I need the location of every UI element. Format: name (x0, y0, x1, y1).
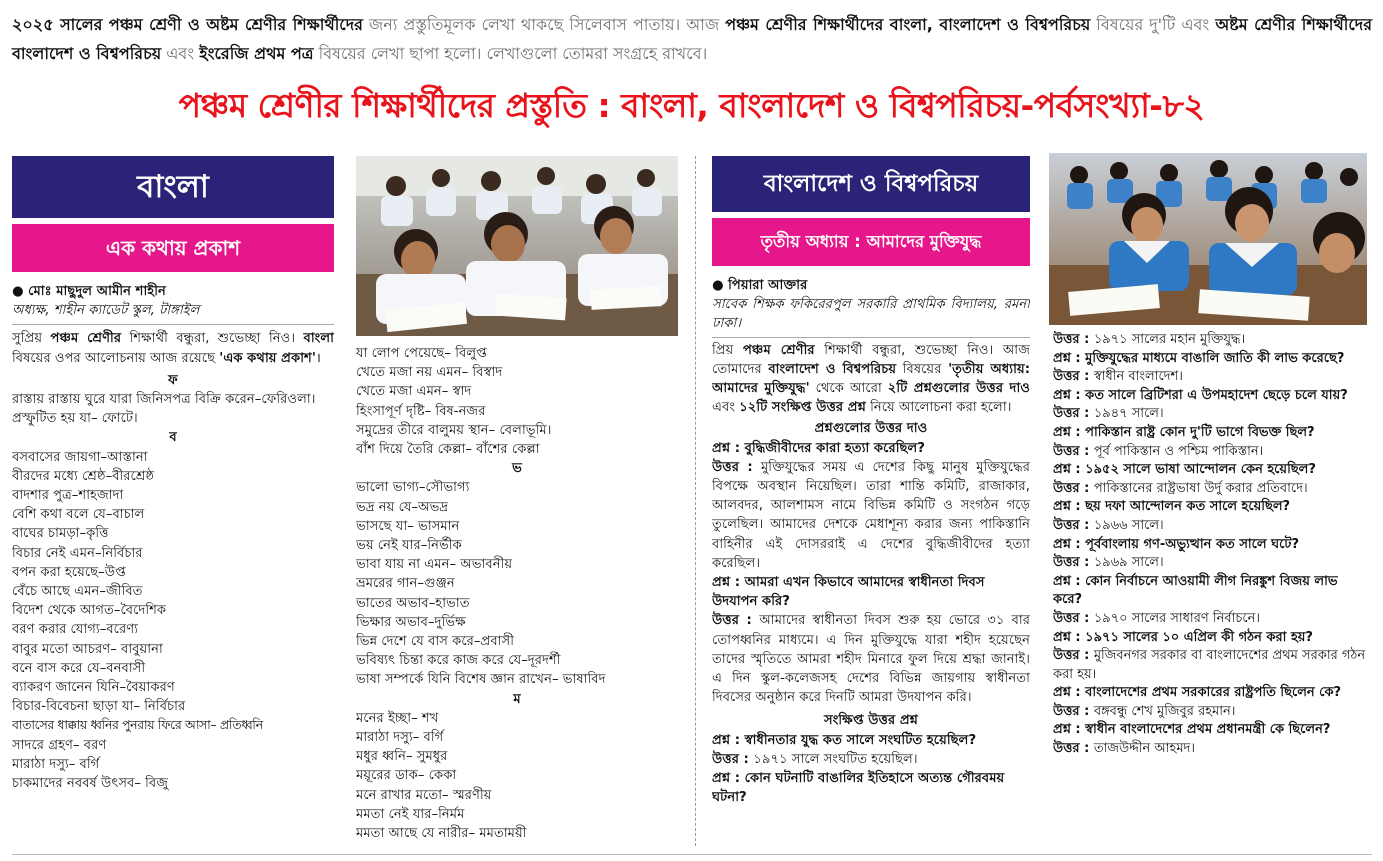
list-item: ভাষা সম্পর্কে যিনি বিশেষ জ্ঞান রাখেন– ভাষাবিদ (356, 672, 606, 688)
list-item: বিচার-বিবেচনা ছাড়া যা– নির্বিচার (12, 699, 186, 715)
answer-text: আমাদের স্বাধীনতা দিবস শুরু হয় ভোরে ৩১ বার তোপধ্বনির মাধ্যমে। এ দিন মুক্তিযুদ্ধে যারা শহীদ হয়েছেন তাদের স্মৃতিতে আমরা শহীদ মিনারে ফুল দিয়ে শ্রদ্ধা জানাই। এ দিন স্কুল-কলেজসহ দেশের বিভিন্ন জায়গায় স্বাধীনতা দিবসের অনুষ্ঠান করে দিনটি আমরা উদযাপন করি। (712, 613, 1030, 706)
bgp-intro-f: 'তৃতীয় অধ্যায়: আমাদের মুক্তিযুদ্ধ' (712, 361, 1030, 397)
list-item: ভিন্ন দেশে যে বাস করে–প্রবাসী (356, 634, 514, 650)
answer-label: উত্তর : (1053, 369, 1094, 385)
question-text: পূর্ববাংলায় গণ-অভ্যুত্থান কত সালে ঘটে? (1085, 536, 1299, 552)
intro-s3: পঞ্চম শ্রেণীর শিক্ষার্থীদের বাংলা, বাংলাদেশ ও বিশ্বপরিচয় (725, 15, 1091, 34)
bgp-intro-g: থেকে আরো (809, 381, 888, 397)
intro-paragraph (12, 10, 1372, 68)
answer-text: ১৯৬৯ সালে। (1093, 555, 1164, 571)
answer-text: পাকিস্তানের রাষ্ট্রভাষা উর্দু করার প্রতিবাদে। (1093, 480, 1308, 496)
answer (1053, 405, 1371, 424)
intro-s1: ২০২৫ সালের পঞ্চম শ্রেণী ও অষ্টম শ্রেণীর শিক্ষার্থীদের (12, 15, 363, 34)
list-item: খেতে মজা নয় এমন– বিস্বাদ (356, 365, 503, 381)
list-item: বপন করা হয়েছে–উপ্ত (12, 564, 126, 580)
list-item: প্রস্ফুটিত হয় যা– ফোটে। (12, 411, 138, 427)
question-text: ১৯৫২ সালে ভাষা আন্দোলন কেন হয়েছিল? (1085, 462, 1316, 478)
question (1053, 536, 1371, 555)
question-text: পাকিস্তান রাষ্ট্র কোন দু'টি ভাগে বিভক্ত ছিল? (1085, 424, 1315, 440)
answer-label: উত্তর : (1053, 555, 1094, 571)
question-label: প্রশ্ন : (1053, 685, 1086, 701)
bgp-intro-e: বিষয়ের (896, 361, 949, 377)
list-item: বনে বাস করে যে–বনবাসী (12, 660, 146, 676)
question (1053, 461, 1371, 480)
question-label: প্রশ্ন : (1053, 499, 1086, 515)
list-item: ভাবা যায় না এমন– অভাবনীয় (356, 557, 513, 573)
answer-label: উত্তর : (712, 613, 760, 629)
section-heading-ma: ম (513, 691, 521, 707)
list-item: ভবিষ্যৎ চিন্তা করে কাজ করে যে–দূরদর্শী (356, 653, 561, 669)
list-item: বীরদের মধ্যে শ্রেষ্ঠ–বীরশ্রেষ্ঠ (12, 468, 155, 484)
answer-text: স্বাধীন বাংলাদেশ। (1093, 369, 1183, 385)
list-item: বাতাসের ধাক্কায় ধ্বনির পুনরায় ফিরে আসা– প্রতিধ্বনি (12, 718, 263, 733)
bangla-intro-e: বিষয়ের ওপর আলোচনায় আজ রয়েছে (12, 350, 220, 366)
answer-text: পূর্ব পাকিস্তান ও পশ্চিম পাকিস্তান। (1093, 443, 1264, 459)
intro-s7: ইংরেজি প্রথম পত্র (199, 44, 314, 63)
bgp-intro-a: প্রিয় (712, 342, 743, 358)
list-item: ব্যাকরণ জানেন যিনি–বৈয়াকরণ (12, 680, 175, 696)
bgp-section-heading-1: প্রশ্নগুলোর উত্তর দাও (814, 421, 928, 437)
question-text: ১৯৭১ সালের ১০ এপ্রিল কী গঠন করা হয়? (1085, 629, 1313, 645)
answer (1053, 610, 1371, 629)
bangla-intro-g: । (315, 350, 321, 366)
section-heading-pha: ফ (168, 372, 178, 388)
list-item: সমুদ্রের তীরে বালুময় স্থান– বেলাভূমি। (356, 422, 552, 438)
answer-label: উত্তর : (712, 751, 754, 767)
answer (1053, 554, 1371, 573)
question-text: কোন নির্বাচনে আওয়ামী লীগ নিরঙ্কুশ বিজয় লাভ করে? (1053, 573, 1338, 608)
list-item: বিচার নেই এমন–নির্বিচার (12, 545, 143, 561)
list-item: হিংসাপূর্ণ দৃষ্টি– বিষ-নজর (356, 403, 486, 419)
bottom-rule (12, 854, 1372, 855)
bgp-section-heading-2: সংক্ষিপ্ত উত্তর প্রশ্ন (824, 713, 918, 729)
question (1053, 721, 1371, 740)
bgp-chapter-banner: তৃতীয় অধ্যায় : আমাদের মুক্তিযুদ্ধ (712, 218, 1030, 266)
bgp-column-2 (1053, 331, 1371, 856)
question (712, 769, 1030, 807)
answer (712, 458, 1030, 573)
bgp-author: ● পিয়ারা আক্তার (712, 278, 808, 293)
answer-label: উত্তর : (1053, 332, 1094, 347)
bgp-intro-i: এবং (712, 400, 740, 416)
bgp-intro-k: নিয়ে আলোচনা করা হলো। (865, 400, 1012, 416)
question (712, 731, 1030, 750)
list-item: মারাঠা দস্যু– বর্গি (356, 730, 444, 746)
section-heading-bha: ভ (512, 461, 522, 477)
list-item: ভাতের অভাব–হাভাত (356, 595, 470, 611)
question-text: আমরা এখন কিভাবে আমাদের স্বাধীনতা দিবস উদযাপন করি? (712, 575, 985, 610)
answer-text: ১৯৭১ সালে সংঘটিত হয়েছিল। (753, 751, 918, 767)
list-item: মমতা নেই যার–নির্মম (356, 806, 465, 822)
question-label: প্রশ্ন : (1053, 462, 1086, 478)
bgp-intro (712, 341, 1030, 418)
list-item: ভদ্র নয় যে–অভদ্র (356, 499, 449, 515)
question (1053, 498, 1371, 517)
intro-s6: এবং (161, 44, 200, 63)
bgp-intro-j: ১২টি সংক্ষিপ্ত উত্তর প্রশ্ন (739, 400, 866, 416)
list-item: বেশি কথা বলে যে–বাচাল (12, 507, 145, 523)
question-label: প্রশ্ন : (1053, 536, 1086, 552)
question-label: প্রশ্ন : (712, 732, 745, 748)
list-item: ভিক্ষার অভাব–দুর্ভিক্ষ (356, 614, 466, 630)
list-item: সাদরে গ্রহণ– বরণ (12, 737, 107, 753)
answer-label: উত্তর : (1053, 517, 1094, 533)
bangla-author-role: অধ্যক্ষ, শাহীন ক্যাডেট স্কুল, টাঙ্গাইল (12, 301, 334, 325)
question-label: প্রশ্ন : (1053, 424, 1086, 440)
bangla-intro-b: পঞ্চম শ্রেণীর (50, 331, 122, 347)
column-divider (695, 156, 696, 846)
list-item: ময়ূরের ডাক– কেকা (356, 768, 457, 784)
bangla-column-2 (356, 344, 678, 856)
list-item: ভয় নেই যার–নির্ভীক (356, 538, 462, 554)
question-text: স্বাধীনতার যুদ্ধ কত সালে সংঘটিত হয়েছিল? (744, 732, 977, 748)
question-text: স্বাধীন বাংলাদেশের প্রথম প্রধানমন্ত্রী কে ছিলেন? (1085, 722, 1331, 738)
answer-text: মুজিবনগর সরকার বা বাংলাদেশের প্রথম সরকার গঠন করা হয়। (1053, 648, 1366, 682)
question (1053, 387, 1371, 406)
intro-s5: অষ্টম শ্রেণীর শিক্ষার্থীদের বাংলাদেশ ও বিশ্বপরিচয় (12, 15, 1373, 63)
question (1053, 350, 1371, 369)
list-item: বাবুর মতো আচরণ– বাবুয়ানা (12, 641, 163, 657)
list-item: বাঘের চামড়া–কৃত্তি (12, 526, 109, 542)
list-item: বেঁচে আছে এমন–জীবিত (12, 584, 143, 600)
list-item: বরণ করার যোগ্য–বরেণ্য (12, 622, 139, 638)
question-label: প্রশ্ন : (1053, 350, 1086, 366)
list-item: বিদেশ থেকে আগত–বৈদেশিক (12, 603, 167, 619)
answer (1053, 480, 1371, 499)
answer (712, 611, 1030, 707)
answer-label: উত্তর : (1053, 480, 1094, 496)
question (712, 573, 1030, 611)
answer-text: ১৯৬৬ সালে। (1093, 517, 1164, 533)
answer (1053, 703, 1371, 722)
answer (1053, 331, 1371, 350)
answer (1053, 517, 1371, 536)
question-text: বাংলাদেশের প্রথম সরকারের রাষ্ট্রপতি ছিলেন কে? (1085, 685, 1342, 701)
question-text: ছয় দফা আন্দোলন কত সালে হয়েছিল? (1085, 499, 1291, 515)
bangla-intro-f: 'এক কথায় প্রকাশ' (219, 350, 316, 366)
question-text: বুদ্ধিজীবীদের কারা হত্যা করেছিল? (744, 440, 925, 456)
bgp-column (712, 156, 1030, 856)
bgp-author-role: সাবেক শিক্ষক ফকিরেরপুল সরকারি প্রাথমিক বিদ্যালয়, রমনা ঢাকা। (712, 295, 1030, 337)
answer-label: উত্তর : (1053, 703, 1094, 719)
list-item: রাস্তায় রাস্তায় ঘুরে যারা জিনিসপত্র বিক্রি করেন–ফেরিওলা। (12, 392, 316, 408)
bangla-subject-banner: বাংলা (12, 156, 334, 218)
question-label: প্রশ্ন : (712, 575, 745, 591)
answer-text: ১৯৭০ সালের সাধারণ নির্বাচনে। (1093, 610, 1260, 626)
question-label: প্রশ্ন : (1053, 573, 1086, 589)
list-item: বাদশার পুত্র–শাহজাদা (12, 488, 124, 504)
answer-label: উত্তর : (712, 459, 761, 475)
list-item: ভ্রমরের গান–গুঞ্জন (356, 576, 455, 592)
list-item: বাঁশ দিয়ে তৈরি কেল্লা– বাঁশের কেল্লা (356, 442, 540, 458)
bgp-intro-h: ২টি প্রশ্নগুলোর উত্তর দাও (887, 381, 1030, 397)
list-item: মমতা আছে যে নারীর– মমতাময়ী (356, 826, 527, 842)
bangla-column (12, 156, 334, 856)
answer (1053, 368, 1371, 387)
question-label: প্রশ্ন : (1053, 629, 1086, 645)
list-item: চাকমাদের নববর্ষ উৎসব– বিজু (12, 776, 169, 792)
answer-label: উত্তর : (1053, 406, 1094, 422)
intro-s4: বিষয়ের দু'টি এবং (1090, 15, 1216, 34)
answer-label: উত্তর : (1053, 648, 1094, 664)
list-item: বসবাসের জায়গা–আস্তানা (12, 449, 148, 465)
question-text: মুক্তিযুদ্ধের মাধ্যমে বাঙালি জাতি কী লাভ করেছে? (1085, 350, 1345, 366)
bangla-intro-a: সুপ্রিয় (12, 331, 51, 347)
question (1053, 684, 1371, 703)
bangla-intro-c: শিক্ষার্থী বন্ধুরা, শুভেচ্ছা নিও। (121, 331, 304, 347)
question (1053, 424, 1371, 443)
question-text: কত সালে ব্রিটিশরা এ উপমহাদেশ ছেড়ে চলে যায়? (1085, 387, 1348, 403)
question (1053, 629, 1371, 648)
section-heading-ba: ব (169, 430, 177, 446)
answer-label: উত্তর : (1053, 443, 1094, 459)
answer (712, 750, 1030, 769)
answer-text: ১৯৪৭ সালে। (1093, 406, 1164, 422)
bgp-intro-c: শিক্ষার্থী বন্ধুরা, শুভেচ্ছা নিও। আজ তোমাদের (712, 342, 1030, 377)
answer-text: ১৯৭১ সালের মহান মুক্তিযুদ্ধ। (1093, 332, 1246, 347)
answer (1053, 647, 1371, 684)
answer-text: তাজউদ্দীন আহমদ। (1093, 741, 1196, 757)
list-item: খেতে মজা এমন– স্বাদ (356, 384, 472, 400)
list-item: ভালো ভাগ্য–সৌভাগ্য (356, 480, 470, 496)
bgp-intro-b: পঞ্চম শ্রেণীর (742, 342, 815, 358)
question-label: প্রশ্ন : (712, 440, 745, 456)
answer-text: মুক্তিযুদ্ধের সময় এ দেশের কিছু মানুষ মুক্তিযুদ্ধের বিপক্ষে অবস্থান নিয়েছিল। তারা শান্তি কমিটি, রাজাকার, আলবদর, আলশামস নামে বিভিন্ন কমিটি ও সংগঠন গড়ে তুলেছিল। আমাদের দেশকে মেধাশূন্য করার জন্য পাকিস্তানি বাহিনীর এই দোসররাই এ দেশের বুদ্ধিজীবীদের হত্যা করেছিল। (712, 459, 1030, 571)
classroom-photo-boys (356, 156, 678, 336)
question (1053, 573, 1371, 610)
question-label: প্রশ্ন : (1053, 387, 1086, 403)
list-item: মারাঠা দস্যু– বর্গি (12, 756, 100, 772)
bgp-intro-d: বাংলাদেশ ও বিশ্বপরিচয় (768, 361, 897, 377)
question (712, 439, 1030, 458)
list-item: ভাসছে যা– ভাসমান (356, 518, 460, 534)
answer (1053, 740, 1371, 759)
bgp-subject-banner: বাংলাদেশ ও বিশ্বপরিচয় (712, 156, 1030, 212)
answer-text: বঙ্গবন্ধু শেখ মুজিবুর রহমান। (1093, 703, 1236, 719)
answer-label: উত্তর : (1053, 610, 1094, 626)
intro-s8: বিষয়ের লেখা ছাপা হলো। লেখাগুলো তোমরা সংগ্রহে রাখবে। (313, 44, 708, 63)
classroom-photo-girls (1049, 153, 1367, 325)
answer-label: উত্তর : (1053, 741, 1094, 757)
bangla-intro-d: বাংলা (303, 331, 334, 347)
question-label: প্রশ্ন : (712, 771, 745, 787)
page-headline: পঞ্চম শ্রেণীর শিক্ষার্থীদের প্রস্তুতি : বাংলা, বাংলাদেশ ও বিশ্বপরিচয়-পর্বসংখ্যা-৮২ (178, 86, 1205, 125)
bangla-intro (12, 329, 334, 367)
bangla-author: ● মোঃ মাছুদুল আমীন শাহীন (12, 284, 166, 299)
question-label: প্রশ্ন : (1053, 722, 1086, 738)
list-item: মনে রাখার মতো– স্মরণীয় (356, 787, 492, 803)
list-item: যা লোপ পেয়েছে– বিলুপ্ত (356, 346, 487, 361)
intro-s2: জন্য প্রস্তুতিমূলক লেখা থাকছে সিলেবাস পাতায়। আজ (362, 15, 726, 34)
question-text: কোন ঘটনাটি বাঙালির ইতিহাসে অত্যন্ত গৌরবময় ঘটনা? (712, 771, 1005, 806)
bangla-topic-banner: এক কথায় প্রকাশ (12, 224, 334, 272)
answer (1053, 443, 1371, 462)
list-item: মনের ইচ্ছা– শখ (356, 710, 439, 726)
list-item: মধুর ধ্বনি– সুমধুর (356, 749, 448, 765)
